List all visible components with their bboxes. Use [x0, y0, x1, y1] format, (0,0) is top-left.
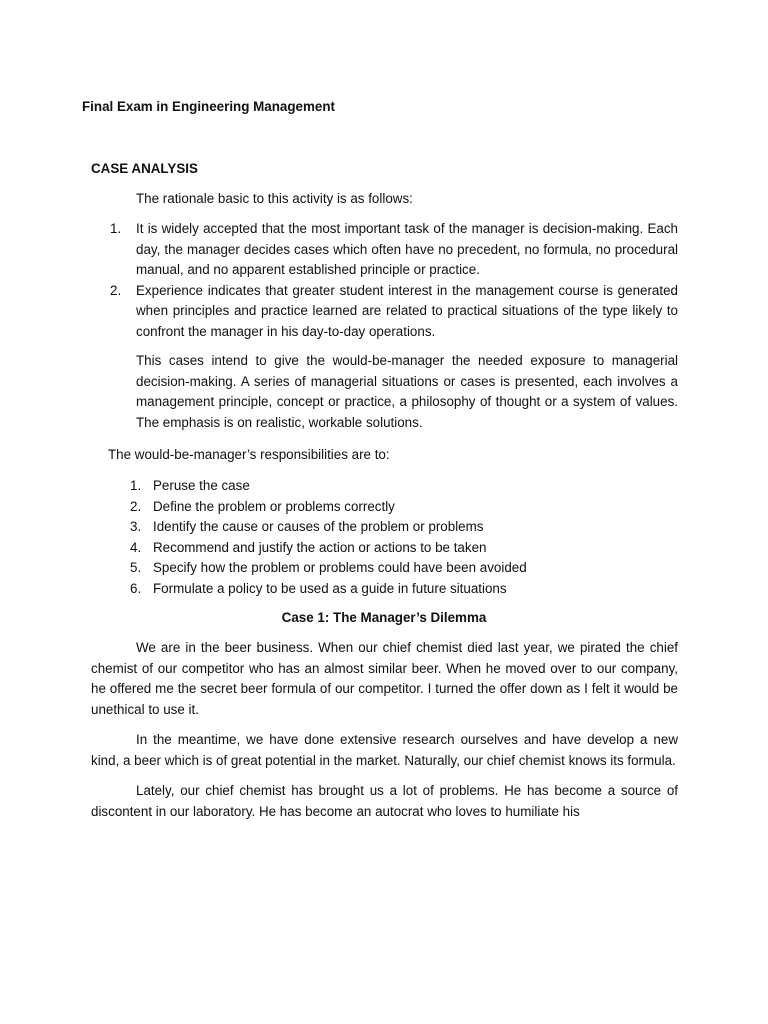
responsibility-text: Define the problem or problems correctly [153, 498, 395, 514]
case-paragraph: We are in the beer business. When our chief chemist died last year, we pirated the chief chemist of our competitor who has an almost similar beer. When he moved over to our company, he offered me the secret beer formula of our competitor. I turned the offer down as I felt it would be unethical to use it. [91, 640, 678, 717]
responsibility-item [130, 517, 527, 538]
responsibility-item [130, 558, 527, 579]
responsibility-text: Peruse the case [153, 478, 250, 493]
responsibilities-heading: The would-be-manager’s responsibilities are to: [108, 447, 390, 462]
rationale-item-number: 1. [110, 221, 122, 236]
responsibility-item [130, 579, 527, 600]
responsibility-number: 4. [130, 539, 142, 555]
rationale-item-text: Experience indicates that greater student interest in the management course is generated when principles and practice learned are related to practical situations of the type likely to confront the manager in his day-to-day operations. [136, 282, 678, 339]
rationale-item-text: It is widely accepted that the most important task of the manager is decision-making. Each day, the manager decides cases which often have no precedent, no formula, no procedural manual, and no apparent established principle or practice. [136, 221, 678, 277]
case-paragraph: Lately, our chief chemist has brought us a lot of problems. He has become a source of discontent in our laboratory. He has become an autocrat who loves to humiliate his [91, 783, 678, 819]
document-title: Final Exam in Engineering Management [82, 99, 335, 114]
responsibilities-list [130, 476, 527, 599]
responsibility-text: Identify the cause or causes of the problem or problems [153, 519, 484, 534]
responsibility-text: Specify how the problem or problems could have been avoided [153, 560, 527, 575]
responsibility-number: 2. [130, 498, 142, 514]
responsibility-number: 1. [130, 478, 142, 493]
responsibility-number: 5. [130, 560, 142, 575]
responsibility-item [130, 497, 527, 518]
responsibility-number: 6. [130, 580, 142, 596]
case-body [91, 638, 678, 832]
responsibility-item [130, 538, 527, 559]
purpose-paragraph: This cases intend to give the would-be-manager the needed exposure to managerial decision-making. A series of managerial situations or cases is presented, each involves a management principle, concept or practice, a philosophy of thought or a system of values. The emphasis is on realistic, workable solutions. [136, 353, 678, 430]
rationale-item [110, 219, 678, 281]
rationale-item-number: 2. [110, 282, 122, 298]
case-heading: Case 1: The Manager’s Dilemma [281, 610, 487, 625]
intro-text: The rationale basic to this activity is as follows: [136, 191, 413, 206]
responsibility-text: Recommend and justify the action or actions to be taken [153, 539, 487, 555]
section-heading: CASE ANALYSIS [91, 161, 198, 176]
rationale-item [110, 281, 678, 343]
responsibility-text: Formulate a policy to be used as a guide in future situations [153, 580, 507, 596]
rationale-list [110, 219, 678, 342]
responsibility-number: 3. [130, 519, 142, 534]
case-paragraph: In the meantime, we have done extensive research ourselves and have develop a new kind, a beer which is of great potential in the market. Naturally, our chief chemist knows its formula. [91, 732, 678, 768]
responsibility-item [130, 476, 527, 497]
